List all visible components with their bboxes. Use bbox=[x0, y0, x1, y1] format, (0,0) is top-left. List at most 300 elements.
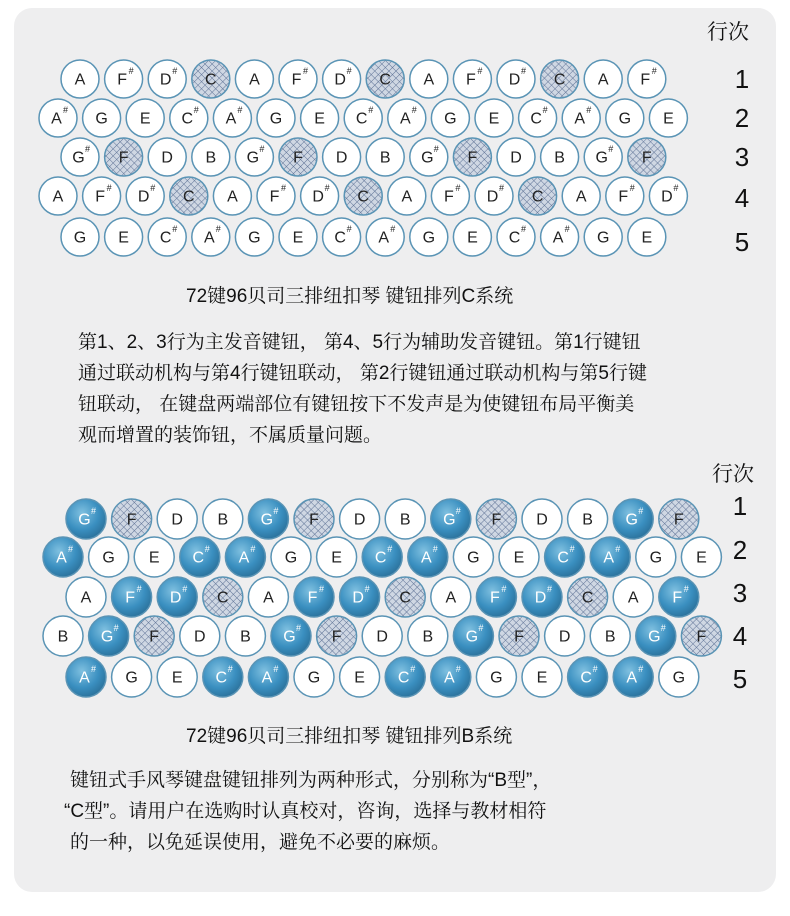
c-system-button-r5-13 bbox=[584, 218, 622, 256]
c-system-button-r2-11 bbox=[475, 99, 513, 137]
c-system-button-r1-2 bbox=[105, 60, 143, 98]
note-label: F bbox=[125, 589, 135, 607]
note-label: E bbox=[663, 110, 674, 128]
note-label: E bbox=[513, 549, 525, 567]
b-system-button-r4-8 bbox=[362, 616, 402, 656]
b-system-button-r3-11 bbox=[522, 577, 562, 617]
c-system-caption: 72键96贝司三排纽扣琴 键钮排列C系统 bbox=[186, 286, 514, 307]
sharp-sign: # bbox=[564, 224, 570, 234]
sharp-sign: # bbox=[660, 623, 666, 633]
note-label: A bbox=[249, 71, 260, 89]
note-label: D bbox=[558, 628, 571, 646]
note-label: F bbox=[466, 71, 476, 89]
sharp-sign: # bbox=[91, 506, 97, 516]
note-label: C bbox=[357, 188, 369, 206]
b-system-button-r4-4 bbox=[180, 616, 220, 656]
sharp-sign: # bbox=[608, 144, 614, 154]
note-label: E bbox=[354, 669, 365, 687]
note-label: A bbox=[225, 110, 237, 128]
row-label-b-4: 4 bbox=[732, 621, 748, 651]
description-line: 第1、2、3行为主发音键钮， 第4、5行为辅助发音键钮。第1行键钮 bbox=[78, 332, 641, 353]
note-label: F bbox=[618, 188, 629, 206]
b-system-button-r1-10 bbox=[476, 499, 516, 539]
note-label: G bbox=[78, 511, 91, 529]
sharp-sign: # bbox=[303, 66, 309, 76]
note-label: F bbox=[291, 71, 302, 89]
b-system-button-r5-2 bbox=[112, 657, 152, 697]
c-system-button-r5-7 bbox=[323, 218, 361, 256]
c-system-button-r1-12 bbox=[541, 60, 579, 98]
sharp-sign: # bbox=[478, 623, 484, 633]
b-system-button-r1-2 bbox=[112, 499, 152, 539]
note-label: F bbox=[444, 188, 454, 206]
b-system-button-r4-1 bbox=[43, 616, 83, 656]
note-label: G bbox=[102, 549, 115, 567]
c-system-button-r4-5 bbox=[213, 177, 251, 215]
note-label: B bbox=[57, 628, 69, 646]
note-label: E bbox=[171, 669, 183, 687]
c-system-button-r2-14 bbox=[606, 99, 644, 137]
c-system-button-r1-8 bbox=[366, 60, 404, 98]
note-label: F bbox=[269, 188, 280, 206]
note-label: C bbox=[159, 229, 172, 247]
b-system-button-r3-12 bbox=[568, 577, 608, 617]
b-system-button-r5-10 bbox=[476, 657, 516, 697]
note-label: G bbox=[625, 511, 638, 529]
description-line: “C型”。请用户在选购时认真校对，咨询，选择与教材相符 bbox=[64, 801, 547, 822]
c-system-button-r4-2 bbox=[83, 177, 121, 215]
b-system-button-r5-11 bbox=[522, 657, 562, 697]
c-system-button-r3-9 bbox=[410, 138, 448, 176]
note-label: D bbox=[312, 188, 324, 206]
note-label: D bbox=[159, 71, 172, 89]
c-system-button-r1-4 bbox=[192, 60, 230, 98]
c-system-button-r5-1 bbox=[61, 218, 99, 256]
b-system-button-r3-13 bbox=[613, 577, 653, 617]
note-label: G bbox=[246, 149, 260, 167]
note-label: F bbox=[490, 589, 500, 607]
row-label-c-4: 4 bbox=[734, 183, 750, 213]
b-system-caption: 72键96贝司三排纽扣琴 键钮排列B系统 bbox=[186, 726, 513, 747]
note-label: E bbox=[467, 229, 478, 247]
note-label: A bbox=[420, 549, 432, 567]
c-system-button-r3-7 bbox=[323, 138, 361, 176]
b-system-button-r4-13 bbox=[590, 616, 630, 656]
note-label: E bbox=[641, 229, 653, 247]
note-label: C bbox=[580, 669, 592, 687]
note-label: E bbox=[139, 110, 151, 128]
sharp-sign: # bbox=[113, 623, 119, 633]
b-system-button-r1-12 bbox=[568, 499, 608, 539]
sharp-sign: # bbox=[521, 224, 527, 234]
b-system-button-r4-9 bbox=[408, 616, 448, 656]
sharp-sign: # bbox=[410, 664, 416, 674]
note-label: A bbox=[51, 110, 62, 128]
b-system-button-r3-1 bbox=[66, 577, 106, 617]
note-label: G bbox=[284, 549, 298, 567]
b-system-button-r2-5 bbox=[225, 537, 265, 577]
note-label: D bbox=[334, 71, 346, 89]
c-system-button-r5-4 bbox=[192, 218, 230, 256]
sharp-sign: # bbox=[324, 183, 330, 193]
b-system-button-r1-11 bbox=[522, 499, 562, 539]
c-system-button-r5-11 bbox=[497, 218, 535, 256]
note-label: F bbox=[118, 149, 129, 167]
sharp-sign: # bbox=[390, 224, 396, 234]
c-system-button-r2-6 bbox=[257, 99, 295, 137]
b-system-button-r2-15 bbox=[681, 537, 721, 577]
b-system-button-r1-1 bbox=[66, 499, 106, 539]
note-label: G bbox=[307, 669, 321, 687]
description-line: 通过联动机构与第4行键钮联动， 第2行键钮通过联动机构与第5行键 bbox=[78, 363, 647, 384]
note-label: B bbox=[217, 511, 229, 529]
sharp-sign: # bbox=[281, 183, 287, 193]
c-system-button-r3-2 bbox=[105, 138, 143, 176]
c-system-button-r2-12 bbox=[519, 99, 557, 137]
sharp-sign: # bbox=[182, 584, 188, 594]
note-label: C bbox=[399, 589, 411, 607]
note-label: G bbox=[465, 628, 479, 646]
sharp-sign: # bbox=[499, 183, 505, 193]
sharp-sign: # bbox=[638, 506, 644, 516]
note-label: C bbox=[192, 549, 205, 567]
row-label-b-3: 3 bbox=[732, 578, 748, 608]
sharp-sign: # bbox=[319, 584, 325, 594]
sharp-sign: # bbox=[172, 66, 178, 76]
b-system-button-r2-6 bbox=[271, 537, 311, 577]
note-label: G bbox=[618, 110, 632, 128]
note-label: A bbox=[80, 589, 92, 607]
note-label: G bbox=[100, 628, 114, 646]
b-system-button-r5-7 bbox=[340, 657, 380, 697]
note-label: C bbox=[181, 110, 194, 128]
note-label: G bbox=[648, 628, 661, 646]
c-system-button-r2-9 bbox=[388, 99, 426, 137]
sharp-sign: # bbox=[477, 66, 483, 76]
note-label: F bbox=[293, 149, 303, 167]
c-system-button-r3-3 bbox=[148, 138, 186, 176]
b-system-button-r1-7 bbox=[340, 499, 380, 539]
note-label: F bbox=[331, 628, 342, 646]
sharp-sign: # bbox=[368, 105, 374, 115]
c-system-button-r5-5 bbox=[235, 218, 273, 256]
sharp-sign: # bbox=[651, 66, 657, 76]
note-label: G bbox=[649, 549, 663, 567]
note-label: E bbox=[314, 110, 325, 128]
note-label: F bbox=[307, 589, 318, 607]
note-label: G bbox=[73, 229, 87, 247]
c-system-button-r3-4 bbox=[192, 138, 230, 176]
c-system-button-r4-3 bbox=[126, 177, 164, 215]
sharp-sign: # bbox=[68, 544, 74, 554]
note-label: F bbox=[491, 511, 502, 529]
c-system-button-r1-11 bbox=[497, 60, 535, 98]
c-system-button-r2-5 bbox=[213, 99, 251, 137]
sharp-sign: # bbox=[629, 183, 635, 193]
note-label: C bbox=[355, 110, 368, 128]
c-system-button-r3-10 bbox=[453, 138, 491, 176]
note-label: C bbox=[557, 549, 569, 567]
note-label: A bbox=[626, 669, 638, 687]
sharp-sign: # bbox=[455, 664, 461, 674]
note-label: C bbox=[205, 71, 217, 89]
sharp-sign: # bbox=[250, 544, 256, 554]
row-label-b-2: 2 bbox=[732, 535, 748, 565]
sharp-sign: # bbox=[193, 105, 199, 115]
b-system-button-r2-1 bbox=[43, 537, 83, 577]
note-label: A bbox=[203, 229, 215, 247]
note-label: D bbox=[353, 511, 366, 529]
c-system-button-r5-3 bbox=[148, 218, 186, 256]
c-system-button-r4-7 bbox=[301, 177, 339, 215]
row-label-c-2: 2 bbox=[734, 103, 750, 133]
sharp-sign: # bbox=[683, 584, 689, 594]
c-system-button-r1-1 bbox=[61, 60, 99, 98]
note-label: C bbox=[531, 188, 544, 206]
note-label: G bbox=[248, 229, 261, 247]
note-label: B bbox=[399, 511, 411, 529]
note-label: G bbox=[260, 511, 274, 529]
note-label: A bbox=[575, 188, 587, 206]
c-system-button-r2-7 bbox=[301, 99, 339, 137]
c-system-button-r2-8 bbox=[344, 99, 382, 137]
row-header-c: 行次 bbox=[707, 21, 749, 44]
b-system-button-r1-5 bbox=[248, 499, 288, 539]
b-system-button-r2-10 bbox=[453, 537, 493, 577]
note-label: A bbox=[597, 71, 609, 89]
c-system-button-r1-9 bbox=[410, 60, 448, 98]
note-label: B bbox=[604, 628, 616, 646]
b-system-button-r1-8 bbox=[385, 499, 425, 539]
note-label: C bbox=[334, 229, 346, 247]
c-system-button-r1-13 bbox=[584, 60, 622, 98]
sharp-sign: # bbox=[63, 105, 69, 115]
note-label: G bbox=[444, 110, 457, 128]
note-label: A bbox=[52, 188, 64, 206]
note-label: E bbox=[118, 229, 129, 247]
sharp-sign: # bbox=[106, 183, 112, 193]
sharp-sign: # bbox=[136, 584, 142, 594]
note-label: F bbox=[696, 628, 707, 646]
b-system-button-r5-1 bbox=[66, 657, 106, 697]
note-label: G bbox=[283, 628, 296, 646]
note-label: A bbox=[603, 549, 615, 567]
note-label: C bbox=[215, 669, 228, 687]
note-label: D bbox=[534, 589, 547, 607]
note-label: G bbox=[467, 549, 480, 567]
sharp-sign: # bbox=[615, 544, 621, 554]
b-system-button-r4-12 bbox=[545, 616, 585, 656]
note-label: D bbox=[171, 511, 183, 529]
note-label: D bbox=[486, 188, 499, 206]
note-label: F bbox=[467, 149, 478, 167]
b-system-button-r5-9 bbox=[431, 657, 471, 697]
sharp-sign: # bbox=[501, 584, 507, 594]
note-label: C bbox=[581, 589, 594, 607]
b-system-button-r2-12 bbox=[545, 537, 585, 577]
c-system-button-r3-1 bbox=[61, 138, 99, 176]
c-system-button-r5-10 bbox=[453, 218, 491, 256]
b-system-button-r5-13 bbox=[613, 657, 653, 697]
b-system-button-r4-15 bbox=[681, 616, 721, 656]
sharp-sign: # bbox=[346, 66, 352, 76]
b-system-button-r4-7 bbox=[317, 616, 357, 656]
sharp-sign: # bbox=[215, 224, 221, 234]
note-label: B bbox=[379, 149, 391, 167]
note-label: B bbox=[205, 149, 217, 167]
sharp-sign: # bbox=[128, 66, 134, 76]
note-label: A bbox=[627, 589, 639, 607]
sharp-sign: # bbox=[569, 544, 575, 554]
b-system-button-r3-2 bbox=[112, 577, 152, 617]
c-system-button-r4-9 bbox=[388, 177, 426, 215]
c-system-description bbox=[78, 327, 647, 451]
note-label: A bbox=[261, 669, 273, 687]
c-system-button-r3-14 bbox=[628, 138, 666, 176]
c-system-button-r1-5 bbox=[235, 60, 273, 98]
b-system-button-r2-7 bbox=[317, 537, 357, 577]
b-system-button-r5-4 bbox=[203, 657, 243, 697]
sharp-sign: # bbox=[638, 664, 644, 674]
note-label: F bbox=[149, 628, 160, 646]
b-system-button-r3-7 bbox=[340, 577, 380, 617]
b-system-button-r5-6 bbox=[294, 657, 334, 697]
sharp-sign: # bbox=[364, 584, 370, 594]
b-system-button-r3-10 bbox=[476, 577, 516, 617]
b-system-button-r2-3 bbox=[134, 537, 174, 577]
sharp-sign: # bbox=[227, 664, 233, 674]
c-system-button-r3-5 bbox=[235, 138, 273, 176]
b-system-button-r2-11 bbox=[499, 537, 539, 577]
note-label: D bbox=[169, 589, 182, 607]
note-label: A bbox=[399, 110, 411, 128]
sharp-sign: # bbox=[592, 664, 598, 674]
c-system-button-r3-6 bbox=[279, 138, 317, 176]
c-system-button-r2-3 bbox=[126, 99, 164, 137]
b-system-button-r2-4 bbox=[180, 537, 220, 577]
note-label: G bbox=[422, 229, 436, 247]
sharp-sign: # bbox=[259, 144, 265, 154]
b-system-button-r4-3 bbox=[134, 616, 174, 656]
b-system-button-r1-13 bbox=[613, 499, 653, 539]
c-system-button-grid bbox=[39, 60, 687, 256]
note-label: B bbox=[240, 628, 251, 646]
c-system-button-r1-7 bbox=[323, 60, 361, 98]
b-system-button-r1-14 bbox=[659, 499, 699, 539]
c-system-button-r1-3 bbox=[148, 60, 186, 98]
c-system-button-r4-10 bbox=[431, 177, 469, 215]
note-label: A bbox=[574, 110, 586, 128]
note-label: D bbox=[661, 188, 673, 206]
sharp-sign: # bbox=[85, 144, 91, 154]
note-label: F bbox=[641, 149, 652, 167]
sharp-sign: # bbox=[433, 144, 439, 154]
note-label: G bbox=[596, 229, 610, 247]
b-system-button-r4-6 bbox=[271, 616, 311, 656]
note-label: D bbox=[508, 71, 521, 89]
note-label: D bbox=[194, 628, 206, 646]
note-label: E bbox=[292, 229, 304, 247]
note-label: A bbox=[74, 71, 86, 89]
b-system-button-r4-2 bbox=[89, 616, 129, 656]
c-system-button-r4-6 bbox=[257, 177, 295, 215]
note-label: A bbox=[445, 589, 457, 607]
sharp-sign: # bbox=[455, 506, 461, 516]
note-label: C bbox=[217, 589, 229, 607]
note-label: F bbox=[126, 511, 137, 529]
note-label: A bbox=[238, 549, 250, 567]
b-system-button-r1-9 bbox=[431, 499, 471, 539]
sharp-sign: # bbox=[346, 224, 352, 234]
note-label: C bbox=[379, 71, 391, 89]
b-system-button-r3-14 bbox=[659, 577, 699, 617]
b-system-button-r4-11 bbox=[499, 616, 539, 656]
note-label: A bbox=[423, 71, 435, 89]
sharp-sign: # bbox=[586, 105, 592, 115]
note-label: D bbox=[536, 511, 548, 529]
c-system-button-r4-1 bbox=[39, 177, 77, 215]
note-label: D bbox=[161, 149, 173, 167]
note-label: F bbox=[117, 71, 127, 89]
b-system-button-r3-6 bbox=[294, 577, 334, 617]
note-label: A bbox=[443, 669, 455, 687]
sharp-sign: # bbox=[172, 224, 178, 234]
note-label: G bbox=[490, 669, 503, 687]
c-system-button-r5-8 bbox=[366, 218, 404, 256]
b-system-button-r5-14 bbox=[659, 657, 699, 697]
c-system-button-r5-12 bbox=[541, 218, 579, 256]
c-system-button-r2-4 bbox=[170, 99, 208, 137]
b-system-button-r5-8 bbox=[385, 657, 425, 697]
note-label: E bbox=[536, 669, 548, 687]
c-system-button-r4-8 bbox=[344, 177, 382, 215]
row-label-b-1: 1 bbox=[732, 491, 748, 521]
note-label: C bbox=[374, 549, 387, 567]
note-label: A bbox=[263, 589, 274, 607]
c-system-button-r5-9 bbox=[410, 218, 448, 256]
note-label: C bbox=[183, 188, 195, 206]
note-label: B bbox=[554, 149, 565, 167]
note-label: G bbox=[421, 149, 434, 167]
note-label: F bbox=[673, 511, 684, 529]
note-label: D bbox=[510, 149, 522, 167]
note-label: G bbox=[672, 669, 686, 687]
b-system-button-r5-3 bbox=[157, 657, 197, 697]
b-system-button-r2-8 bbox=[362, 537, 402, 577]
c-system-button-r4-15 bbox=[649, 177, 687, 215]
description-line: 的一种，以免延误使用，避免不必要的麻烦。 bbox=[70, 832, 451, 853]
c-system-button-r2-15 bbox=[649, 99, 687, 137]
b-system-button-r4-14 bbox=[636, 616, 676, 656]
row-label-c-5: 5 bbox=[734, 227, 750, 257]
row-label-c-1: 1 bbox=[734, 64, 750, 94]
note-label: F bbox=[672, 589, 683, 607]
note-label: D bbox=[352, 589, 364, 607]
b-system-description bbox=[64, 765, 552, 858]
sharp-sign: # bbox=[547, 584, 553, 594]
note-label: D bbox=[335, 149, 348, 167]
note-label: C bbox=[508, 229, 521, 247]
row-label-c-3: 3 bbox=[734, 142, 750, 172]
note-label: B bbox=[582, 511, 593, 529]
note-label: A bbox=[227, 188, 238, 206]
note-label: A bbox=[552, 229, 564, 247]
note-label: G bbox=[269, 110, 283, 128]
c-system-button-r2-2 bbox=[83, 99, 121, 137]
c-system-button-r5-14 bbox=[628, 218, 666, 256]
note-label: F bbox=[95, 188, 105, 206]
c-system-button-r2-13 bbox=[562, 99, 600, 137]
